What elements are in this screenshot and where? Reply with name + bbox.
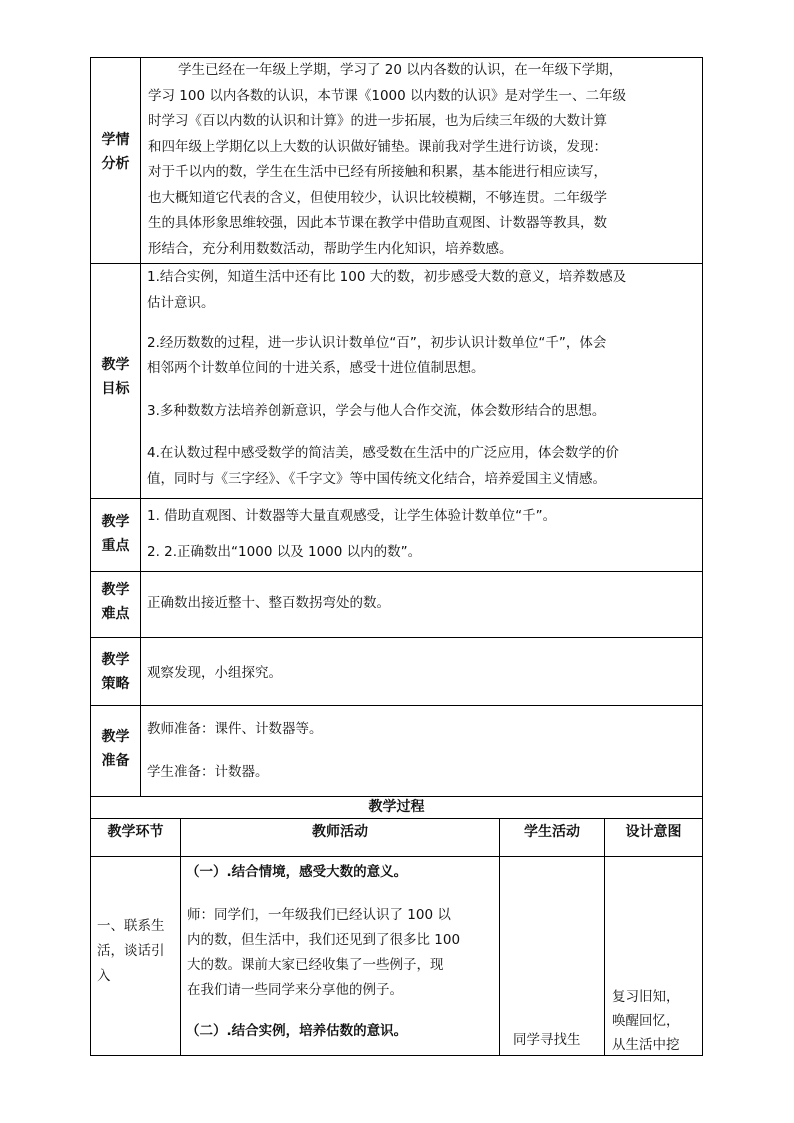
teacher-activity-text — [187, 903, 497, 1003]
goals-label — [91, 353, 140, 401]
analysis-line-6: 也大概知道它代表的含义，但使用较少，认识比较模糊，不够连贯。二年级学 — [148, 189, 607, 206]
analysis-text — [148, 58, 700, 262]
goal-2-line-b: 相邻两个计数单位间的十进关系，感受十进位值制思想。 — [147, 360, 485, 376]
goal-1-line-b: 估计意识。 — [147, 295, 215, 311]
difficulty-label-line2: 难点 — [101, 606, 130, 622]
preparation-label-line2: 准备 — [101, 753, 130, 769]
goal-3: 3.多种数数方法培养创新意识，学会与他人合作交流，体会数形结合的思想。 — [147, 403, 606, 419]
stage-line-1: 一、联系生 — [97, 918, 165, 934]
intent-line-3: 从生活中挖 — [612, 1037, 680, 1053]
goals-label-line1: 教学 — [101, 357, 130, 373]
stage-line-2: 活，谈话引 — [97, 943, 165, 959]
key-points-label — [91, 510, 140, 558]
teacher-line-1: 师：同学们，一年级我们已经认识了 100 以 — [187, 907, 451, 923]
row-divider-2 — [90, 498, 703, 499]
analysis-line-1: 学生已经在一年级上学期，学习了 20 以内各数的认识，在一年级下学期， — [178, 62, 623, 78]
student-activity-text: 同学寻找生 — [513, 1032, 581, 1048]
process-col-divider-1 — [180, 818, 181, 1056]
goal-1-line-a: 1.结合实例，知道生活中还有比 100 大的数，初步感受大数的意义，培养数感及 — [147, 269, 627, 285]
analysis-label-line1: 学情 — [101, 132, 130, 148]
header-student-activity: 学生活动 — [524, 824, 580, 840]
difficulty-label — [91, 578, 140, 626]
section-2-heading: （二）.结合实例，培养估数的意识。 — [186, 1023, 408, 1039]
strategy-label-line2: 策略 — [101, 676, 130, 692]
teacher-line-2: 内的数，但生活中，我们还见到了很多比 100 — [187, 932, 461, 948]
preparation-label — [91, 725, 140, 773]
key-point-2: 2. 2.正确数出“1000 以及 1000 以内的数”。 — [147, 544, 422, 560]
analysis-line-2: 学习 100 以内各数的认识，本节课《1000 以内数的认识》是对学生一、二年级 — [148, 87, 626, 104]
analysis-line-8: 形结合，充分利用数数活动，帮助学生内化知识，培养数感。 — [148, 240, 513, 257]
section-1-heading: （一）.结合情境，感受大数的意义。 — [186, 864, 408, 880]
intent-line-1: 复习旧知， — [612, 989, 680, 1005]
analysis-label-line2: 分析 — [101, 156, 130, 172]
header-teacher-activity: 教师活动 — [312, 824, 368, 840]
analysis-label — [91, 128, 140, 176]
difficulty-label-line1: 教学 — [101, 582, 130, 598]
key-points-label-line1: 教学 — [101, 514, 130, 530]
preparation-label-line1: 教学 — [101, 729, 130, 745]
design-intent-text — [612, 985, 700, 1057]
row-divider-8 — [90, 856, 703, 857]
row-divider-3 — [90, 571, 703, 572]
row-divider-4 — [90, 637, 703, 638]
difficulty-text: 正确数出接近整十、整百数拐弯处的数。 — [147, 595, 390, 611]
label-column-divider — [140, 57, 141, 796]
analysis-line-3: 时学习《百以内数的认识和计算》的进一步拓展，也为后续三年级的大数计算 — [148, 113, 607, 129]
goal-2-line-a: 2.经历数数的过程，进一步认识计数单位“百”，初步认识计数单位“千”，体会 — [147, 335, 607, 351]
process-col-divider-2 — [499, 818, 500, 1056]
row-divider-5 — [90, 705, 703, 706]
analysis-line-7: 生的具体形象思维较强，因此本节课在教学中借助直观图、计数器等教具，数 — [148, 215, 607, 231]
table-border-right — [702, 57, 703, 1056]
intent-line-2: 唤醒回忆， — [612, 1013, 680, 1029]
goal-4-line-b: 值，同时与《三字经》、《千字文》等中国传统文化结合，培养爱国主义情感。 — [147, 471, 606, 487]
stage-line-3: 入 — [97, 968, 111, 984]
strategy-text: 观察发现，小组探究。 — [147, 665, 282, 681]
process-col-divider-3 — [604, 818, 605, 1056]
header-stage: 教学环节 — [107, 824, 164, 840]
analysis-line-4: 和四年级上学期亿以上大数的认识做好铺垫。课前我对学生进行访谈，发现： — [148, 138, 607, 155]
teacher-line-3: 大的数。课前大家已经收集了一些例子，现 — [187, 957, 444, 973]
analysis-line-5: 对于千以内的数，学生在生活中已经有所接触和积累，基本能进行相应读写， — [148, 164, 607, 180]
key-points-label-line2: 重点 — [101, 538, 130, 554]
student-preparation: 学生准备：计数器。 — [147, 764, 269, 780]
teacher-preparation: 教师准备：课件、计数器等。 — [147, 721, 323, 737]
header-design-intent: 设计意图 — [625, 824, 682, 840]
goals-label-line2: 目标 — [101, 381, 130, 397]
strategy-label-line1: 教学 — [101, 652, 130, 668]
stage-cell — [97, 914, 177, 989]
strategy-label — [91, 648, 140, 696]
goal-4-line-a: 4.在认数过程中感受数学的简洁美，感受数在生活中的广泛应用，体会数学的价 — [147, 445, 619, 461]
key-point-1: 1. 借助直观图、计数器等大量直观感受，让学生体验计数单位“千”。 — [147, 508, 557, 524]
teacher-line-4: 在我们请一些同学来分享他的例子。 — [187, 982, 403, 998]
process-title: 教学过程 — [368, 799, 425, 815]
